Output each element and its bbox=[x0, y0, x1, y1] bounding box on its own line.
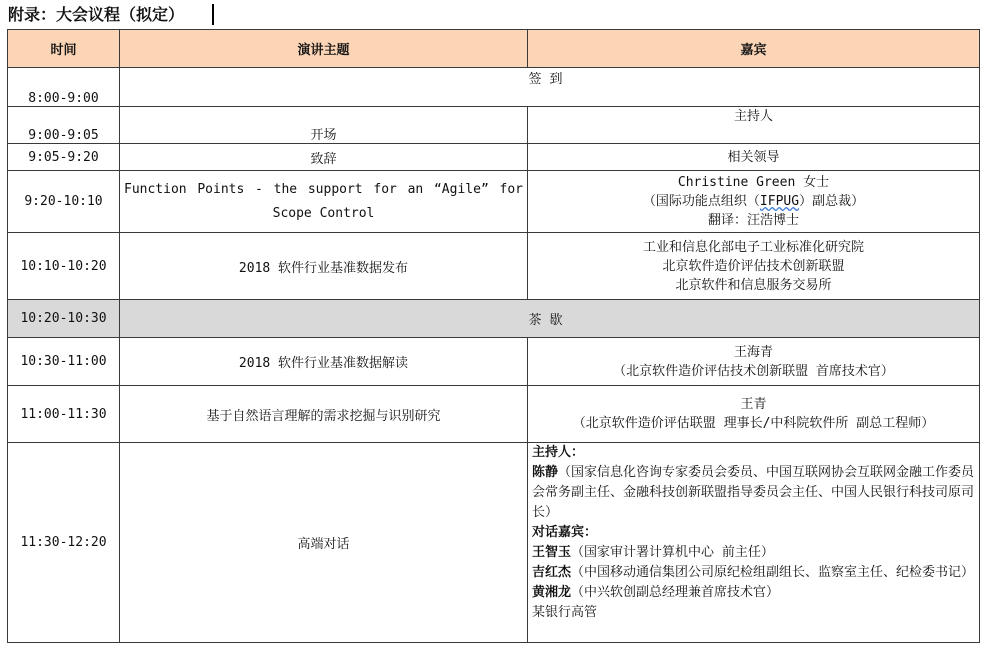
time-cell: 11:30-12:20 bbox=[8, 443, 120, 643]
topic-cell: Function Points - the support for an “Agile” for Scope Control bbox=[120, 171, 528, 233]
table-row bbox=[8, 68, 980, 107]
panel-guest-name: 黄湘龙 bbox=[532, 585, 572, 600]
table-row bbox=[8, 107, 980, 144]
time-cell: 9:20-10:10 bbox=[8, 171, 120, 233]
guest-cell bbox=[528, 338, 980, 386]
guest-translator: 翻译：汪浩博士 bbox=[707, 213, 799, 228]
header-time: 时间 bbox=[8, 30, 120, 68]
panel-guest-entry bbox=[532, 543, 975, 563]
topic-cell: 开场 bbox=[120, 107, 528, 144]
guest-name: Christine Green 女士 bbox=[677, 175, 830, 190]
guest-line: 王海青 bbox=[733, 344, 773, 360]
panel-guest-name: 吉红杰 bbox=[532, 565, 572, 580]
panel-guest-desc: （中兴软创副总经理兼首席技术官） bbox=[571, 585, 780, 600]
time-cell: 9:00-9:05 bbox=[8, 107, 120, 144]
time-cell: 10:10-10:20 bbox=[8, 233, 120, 300]
table-row bbox=[8, 233, 980, 300]
text-cursor bbox=[212, 4, 214, 25]
topic-cell: 致辞 bbox=[120, 144, 528, 171]
guest-org-suffix: ）副总裁） bbox=[799, 194, 865, 209]
topic-cell: 基于自然语言理解的需求挖掘与识别研究 bbox=[120, 386, 528, 443]
topic-cell: 2018 软件行业基准数据发布 bbox=[120, 233, 528, 300]
time-cell: 8:00-9:00 bbox=[8, 68, 120, 107]
host-name: 陈静 bbox=[532, 465, 559, 480]
tea-break-cell: 茶歇 bbox=[120, 300, 980, 338]
panel-guest-desc: （国家审计署计算机中心 前主任） bbox=[571, 545, 774, 560]
table-row bbox=[8, 171, 980, 233]
table-row bbox=[8, 144, 980, 171]
guest-cell: 相关领导 bbox=[528, 144, 980, 171]
panel-guest-name: 王智玉 bbox=[532, 545, 572, 560]
guest-cell bbox=[528, 386, 980, 443]
panel-guest-desc: （中国移动通信集团公司原纪检组副组长、监察室主任、纪检委书记） bbox=[571, 565, 975, 580]
guest-line: （北京软件造价评估联盟 理事长/中科院软件所 副总工程师） bbox=[572, 416, 935, 431]
guest-cell bbox=[528, 171, 980, 233]
guest-line: 工业和信息化部电子工业标准化研究院 bbox=[642, 239, 864, 255]
panel-extra-guest: 某银行高管 bbox=[532, 605, 598, 620]
time-cell: 11:00-11:30 bbox=[8, 386, 120, 443]
guest-line: 北京软件和信息服务交易所 bbox=[675, 277, 832, 293]
guest-line: 王青 bbox=[740, 397, 767, 412]
panel-guest-entry bbox=[532, 563, 975, 583]
header-guest: 嘉宾 bbox=[528, 30, 980, 68]
checkin-cell: 签到 bbox=[120, 68, 980, 107]
table-row bbox=[8, 300, 980, 338]
host-label: 主持人： bbox=[532, 445, 585, 460]
time-cell: 9:05-9:20 bbox=[8, 144, 120, 171]
time-cell: 10:30-11:00 bbox=[8, 338, 120, 386]
panel-guest-cell bbox=[528, 443, 980, 643]
time-cell: 10:20-10:30 bbox=[8, 300, 120, 338]
table-row bbox=[8, 386, 980, 443]
panel-guest-entry bbox=[532, 583, 975, 603]
table-row bbox=[8, 443, 980, 643]
header-topic: 演讲主题 bbox=[120, 30, 528, 68]
header-row bbox=[8, 30, 980, 68]
agenda-table bbox=[7, 29, 980, 643]
guest-cell: 主持人 bbox=[528, 107, 980, 144]
guest-org-prefix: （国际功能点组织（ bbox=[642, 194, 760, 209]
guest-org-abbr: IFPUG bbox=[759, 194, 800, 209]
topic-cell: 高端对话 bbox=[120, 443, 528, 643]
topic-cell: 2018 软件行业基准数据解读 bbox=[120, 338, 528, 386]
guests-label: 对话嘉宾： bbox=[532, 525, 598, 540]
guest-org bbox=[532, 192, 975, 211]
document-title: 附录：大会议程（拟定） bbox=[8, 5, 185, 24]
host-entry bbox=[532, 463, 975, 523]
guest-line: （北京软件造价评估技术创新联盟 首席技术官） bbox=[613, 363, 894, 379]
guest-line: 北京软件造价评估技术创新联盟 bbox=[662, 258, 845, 274]
guest-cell bbox=[528, 233, 980, 300]
host-desc: （国家信息化咨询专家委员会委员、中国互联网协会互联网金融工作委员会常务副主任、金融科技创新联盟指导委员会主任、中国人民银行科技司原司长） bbox=[532, 465, 975, 520]
table-row bbox=[8, 338, 980, 386]
